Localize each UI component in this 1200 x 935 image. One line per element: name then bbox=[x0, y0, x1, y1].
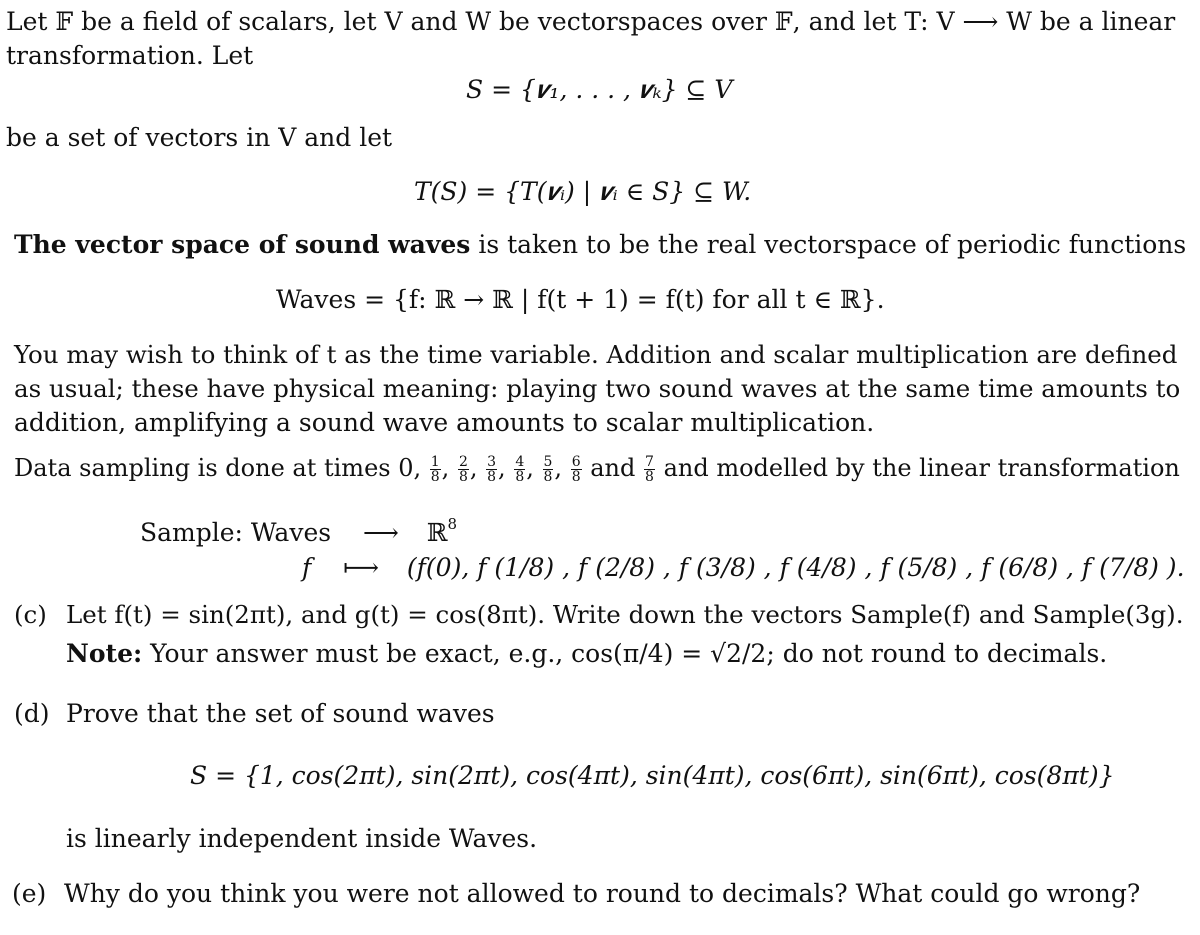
para-line-1: You may wish to think of t as the time variable. Addition and scalar multiplication are defined bbox=[14, 340, 1178, 369]
frac-den: 8 bbox=[487, 469, 497, 485]
part-e-label: (e) bbox=[12, 879, 47, 908]
mapsto-arrow-icon: ⟼ bbox=[343, 553, 380, 582]
maps-to-arrow-icon: ⟶ bbox=[362, 518, 399, 547]
frac-num: 6 bbox=[571, 454, 581, 470]
frac-num: 7 bbox=[645, 454, 654, 470]
part-d-conclusion: is linearly independent inside Waves. bbox=[66, 824, 538, 853]
codomain-exponent: 8 bbox=[447, 515, 458, 533]
part-d-set-equation: S = {1, cos(2πt), sin(2πt), cos(4πt), sin(4πt), cos(6πt), sin(6πt), cos(8πt)} bbox=[190, 761, 1115, 790]
intro-line-3: be a set of vectors in V and let bbox=[6, 123, 393, 152]
frac-den: 8 bbox=[543, 469, 553, 485]
frac-num: 5 bbox=[543, 454, 553, 470]
waves-rest-text: is taken to be the real vectorspace of periodic functions bbox=[470, 230, 1187, 259]
note-label: Note: bbox=[66, 639, 143, 668]
sample-map-line-1 bbox=[140, 508, 457, 549]
para-line-2: as usual; these have physical meaning: playing two sound waves at the same time amounts to bbox=[14, 374, 1181, 403]
frac-den: 8 bbox=[430, 469, 440, 485]
sample-map-line-2 bbox=[302, 552, 1185, 584]
part-c-label: (c) bbox=[14, 600, 47, 629]
part-c-text: Let f(t) = sin(2πt), and g(t) = cos(8πt). Write down the vectors Sample(f) and Sample(3g). bbox=[66, 600, 1184, 629]
part-e-text: Why do you think you were not allowed to round to decimals? What could go wrong? bbox=[64, 879, 1141, 908]
fraction-1-8 bbox=[430, 455, 441, 484]
waves-bold-term: The vector space of sound waves bbox=[14, 230, 471, 259]
sample-map-codomain: ℝ bbox=[426, 518, 448, 547]
intro-line-2: transformation. Let bbox=[6, 41, 254, 70]
intro-line-1: Let 𝔽 be a field of scalars, let V and W be vectorspaces over 𝔽, and let T: V ⟶ W be a linear bbox=[6, 7, 1176, 36]
fraction-7-8 bbox=[644, 455, 655, 484]
sample-map-variable: f bbox=[302, 553, 312, 582]
sampling-line: Data sampling is done at times 0, $\frac{1}{8}$ , $\frac{2}{8}$ , $\frac{3}{8}$ , $\frac{4}{8}$ , $\frac{5}{8}$ , $\frac{6}{8}$ and $\frac{7}{8}$ and modelled by the linear transformation bbox=[14, 454, 1180, 485]
part-c-line-1 bbox=[14, 599, 1184, 631]
frac-den: 8 bbox=[515, 469, 525, 485]
part-c-note bbox=[66, 638, 1107, 670]
part-d-label: (d) bbox=[14, 699, 50, 728]
note-text: Your answer must be exact, e.g., cos(π/4) = √2/2; do not round to decimals. bbox=[142, 639, 1108, 668]
part-d-line-1 bbox=[14, 698, 495, 730]
set-TS-equation: T(S) = {T(𝒗ᵢ) | 𝒗ᵢ ∈ S} ⊆ W. bbox=[414, 177, 752, 206]
frac-num: 3 bbox=[487, 454, 497, 470]
frac-num: 1 bbox=[430, 454, 440, 470]
waves-definition-line bbox=[14, 229, 1186, 261]
sampling-and: and bbox=[590, 454, 636, 482]
part-d-text: Prove that the set of sound waves bbox=[66, 699, 495, 728]
waves-set-equation: Waves = {f: ℝ → ℝ | f(t + 1) = f(t) for all t ∈ ℝ}. bbox=[276, 285, 885, 314]
sample-map-domain: Sample: Waves bbox=[140, 518, 332, 547]
frac-den: 8 bbox=[571, 469, 581, 485]
frac-num: 2 bbox=[458, 454, 468, 470]
frac-num: 4 bbox=[515, 454, 525, 470]
fraction-5-8 bbox=[543, 455, 554, 484]
fraction-3-8 bbox=[486, 455, 497, 484]
fraction-4-8 bbox=[514, 455, 525, 484]
para-line-3: addition, amplifying a sound wave amounts to scalar multiplication. bbox=[14, 408, 875, 437]
fraction-2-8 bbox=[458, 455, 469, 484]
frac-den: 8 bbox=[458, 469, 468, 485]
fraction-6-8 bbox=[571, 455, 582, 484]
sampling-suffix: and modelled by the linear transformation bbox=[663, 454, 1180, 482]
sampling-prefix: Data sampling is done at times 0, bbox=[14, 454, 422, 482]
sample-map-output: (f(0), f (1/8) , f (2/8) , f (3/8) , f (4/8) , f (5/8) , f (6/8) , f (7/8) ). bbox=[406, 553, 1185, 582]
frac-den: 8 bbox=[645, 469, 654, 485]
set-S-equation: S = {𝒗₁, . . . , 𝒗ₖ} ⊆ V bbox=[466, 75, 733, 104]
part-e-line bbox=[12, 878, 1140, 910]
